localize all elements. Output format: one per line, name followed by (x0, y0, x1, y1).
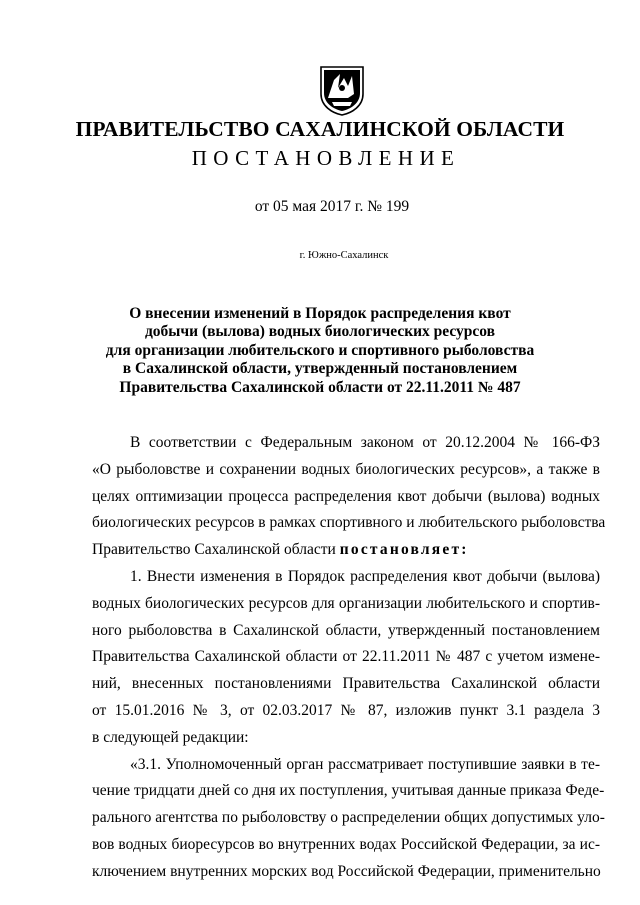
body-line: водных биологических ресурсов для организации любительского и спортив- (92, 594, 600, 612)
body-line: ний, внесенных постановлениями Правительства Сахалинской области (92, 675, 600, 693)
government-title: ПРАВИТЕЛЬСТВО САХАЛИНСКОЙ ОБЛАСТИ (75, 117, 565, 141)
body-line: В соответствии с Федеральным законом от 20.12.2004 № 166-ФЗ (130, 434, 600, 451)
body-line: биологических ресурсов в рамках спортивного и любительского рыболовства (92, 514, 606, 532)
body-line: чение тридцати дней со дня их поступления, учитывая данные приказа Феде- (92, 782, 605, 800)
document-subject (0, 305, 640, 397)
body-line (92, 537, 600, 564)
body-line: ного рыболовства в Сахалинской области, утвержденный постановлением (92, 621, 600, 639)
date-and-number: от 05 мая 2017 г. № 199 (254, 198, 410, 215)
body-line: от 15.01.2016 № 3, от 02.03.2017 № 87, изложив пункт 3.1 раздела 3 (92, 701, 600, 719)
body-line: целях оптимизации процесса распределения квот добычи (вылова) водных (92, 487, 600, 505)
body-line: рального агентства по рыболовству о распределении общих допустимых уло- (92, 809, 605, 827)
subject-line: О внесении изменений в Порядок распределения квот (129, 305, 511, 322)
body-line: «О рыболовстве и сохранении водных биологических ресурсов», а также в (92, 460, 600, 478)
body-line: «3.1. Уполномоченный орган рассматривает поступившие заявки в те- (130, 755, 600, 773)
subject-line: добычи (вылова) водных биологических ресурсов (144, 323, 496, 341)
body-line: Правительства Сахалинской области от 22.11.2011 № 487 с учетом измене- (92, 648, 600, 666)
body-line: 1. Внести изменения в Порядок распределения квот добычи (вылова) (130, 567, 600, 585)
subject-line: Правительства Сахалинской области от 22.11.2011 № 487 (119, 378, 521, 396)
subject-line: в Сахалинской области, утвержденный постановлением (122, 360, 518, 378)
body-line: вов водных биоресурсов во внутренних водах Российской Федерации, за ис- (92, 835, 600, 853)
document-type: ПОСТАНОВЛЕНИЕ (191, 146, 461, 170)
coat-of-arms-emblem (318, 64, 366, 116)
document-body (92, 430, 606, 886)
city: г. Южно-Сахалинск (299, 250, 389, 261)
body-line: ключением внутренних морских вод Российской Федерации, применительно (92, 862, 601, 880)
subject-line: для организации любительского и спортивного рыболовства (105, 341, 535, 359)
body-line: в следующей редакции: (92, 728, 249, 746)
resolves-keyword: постановляет: (339, 541, 469, 559)
preamble-text: Правительство Сахалинской области (92, 541, 340, 559)
